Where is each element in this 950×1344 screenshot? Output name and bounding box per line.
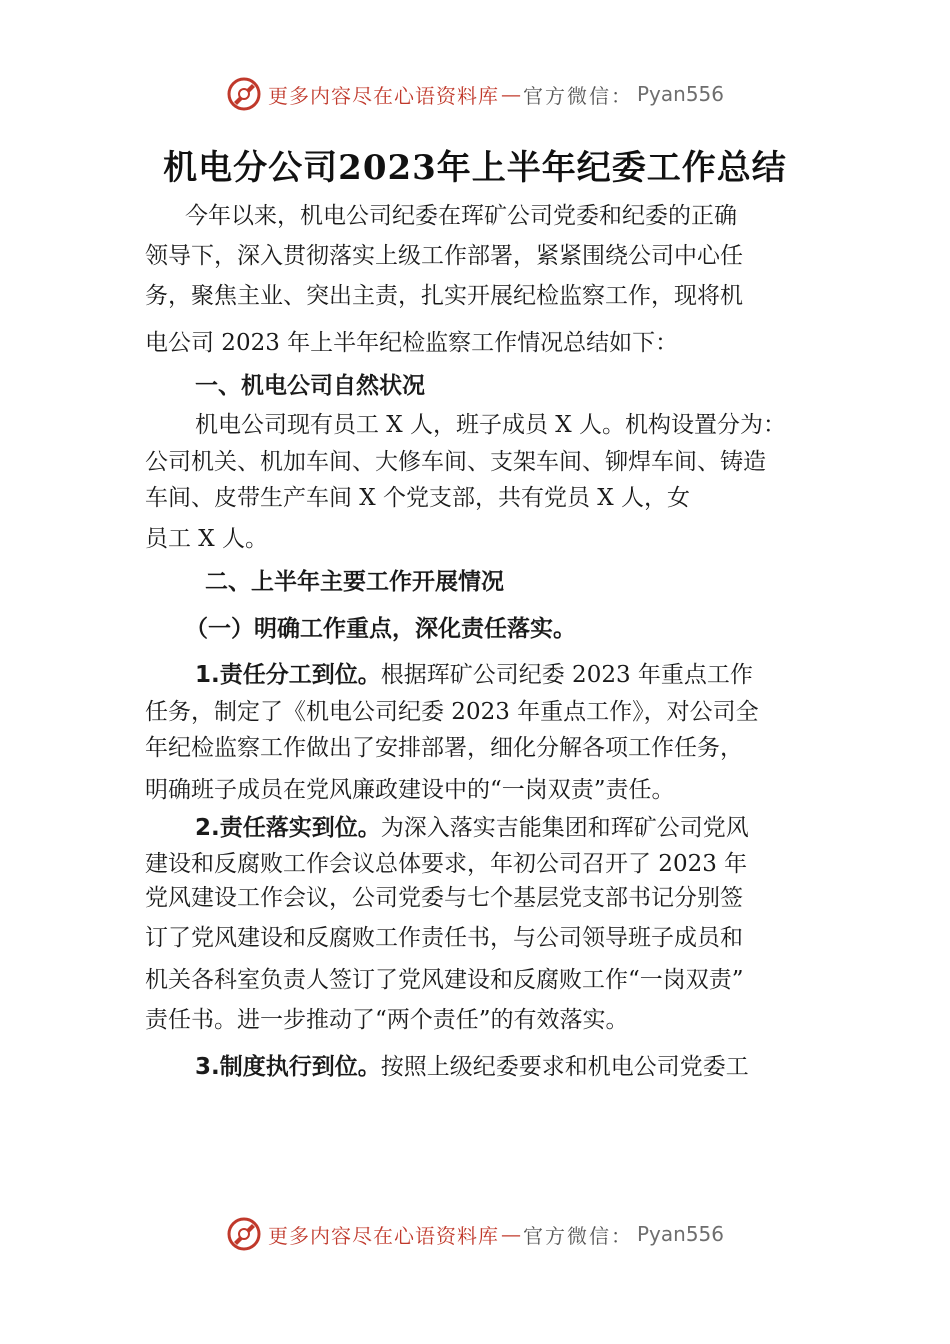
item-text: 按照上级纪委要求和机电公司党委工 [380,1054,749,1080]
paragraph-line: 车间、皮带生产车间 X 个党支部，共有党员 X 人，女 [145,485,690,511]
banner-wechat-id: Pyan556 [636,1222,724,1246]
banner-wechat-label: 官方微信： [522,83,633,108]
header-banner [0,72,950,116]
paragraph-line: 明确班子成员在党风廉政建设中的“一岗双责”责任。 [145,777,675,803]
paragraph-line: 员工 X 人。 [145,526,268,552]
item-text: 根据珲矿公司纪委 2023 年重点工作 [380,662,753,688]
item-line [195,659,753,691]
paragraph-line: 订了党风建设和反腐败工作责任书，与公司领导班子成员和 [145,925,743,951]
paragraph-line: 公司机关、机加车间、大修车间、支架车间、铆焊车间、铸造 [145,449,766,475]
banner-site-text: 更多内容尽在心语资料库 [267,83,499,108]
item-lead: 1.责任分工到位。 [195,662,381,688]
logo-icon [226,76,262,112]
document-title: 机电分公司2023年上半年纪委工作总结 [163,148,787,188]
paragraph-line: 今年以来，机电公司纪委在珲矿公司党委和纪委的正确 [185,203,737,229]
paragraph-line: 建设和反腐败工作会议总体要求，年初公司召开了 2023 年 [145,851,748,877]
paragraph-line: 任务，制定了《机电公司纪委 2023 年重点工作》，对公司全 [145,699,759,725]
paragraph-line: 年纪检监察工作做出了安排部署，细化分解各项工作任务， [145,735,743,761]
section-heading: 二、上半年主要工作开展情况 [205,569,504,595]
item-lead: 2.责任落实到位。 [195,815,381,841]
paragraph-line: 党风建设工作会议，公司党委与七个基层党支部书记分别签 [145,885,743,911]
paragraph-line: 责任书。进一步推动了“两个责任”的有效落实。 [145,1007,629,1033]
footer-banner [0,1212,950,1256]
paragraph-line: 领导下，深入贯彻落实上级工作部署，紧紧围绕公司中心任 [145,243,743,269]
banner-wechat-label: 官方微信： [522,1223,633,1248]
item-lead: 3.制度执行到位。 [195,1054,381,1080]
item-line [195,1051,749,1083]
paragraph-line: 机关各科室负责人签订了党风建设和反腐败工作“一岗双责” [145,967,744,993]
item-line [195,812,749,844]
subsection-heading: （一）明确工作重点，深化责任落实。 [185,616,576,642]
banner-wechat-id: Pyan556 [636,82,724,106]
section-heading: 一、机电公司自然状况 [195,373,425,399]
paragraph-line: 电公司 2023 年上半年纪检监察工作情况总结如下： [145,330,679,356]
logo-icon [226,1216,262,1252]
banner-separator: — [500,82,521,106]
banner-site-text: 更多内容尽在心语资料库 [267,1223,499,1248]
item-text: 为深入落实吉能集团和珲矿公司党风 [380,815,749,841]
paragraph-line: 务，聚焦主业、突出主责，扎实开展纪检监察工作，现将机 [145,283,743,309]
banner-separator: — [500,1222,521,1246]
paragraph-line: 机电公司现有员工 X 人，班子成员 X 人。机构设置分为： [195,412,786,438]
